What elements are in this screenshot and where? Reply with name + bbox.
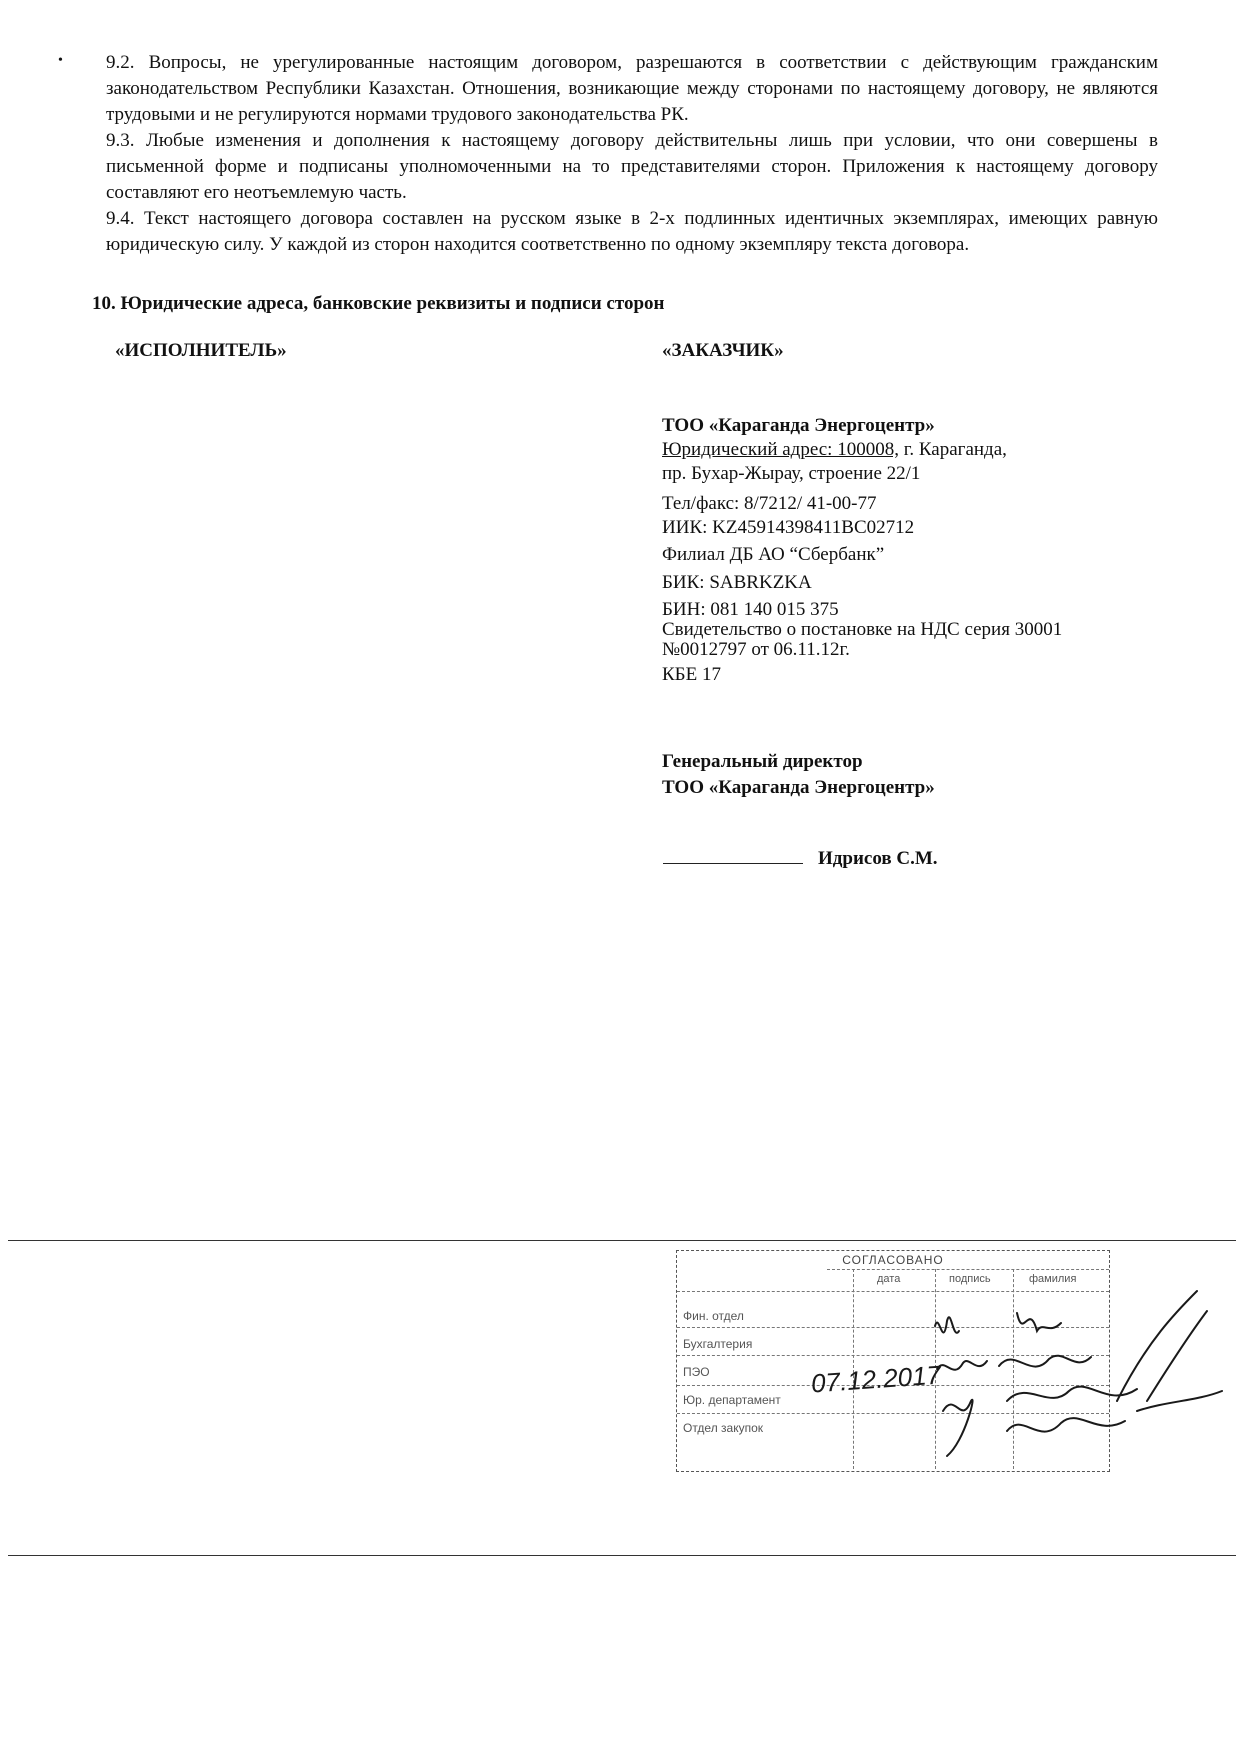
signature-stroke bbox=[1117, 1291, 1207, 1401]
signature-stroke bbox=[999, 1356, 1091, 1367]
customer-iik: ИИК: KZ45914398411BC02712 bbox=[662, 517, 915, 538]
stamp-row-4: Юр. департамент bbox=[683, 1393, 781, 1407]
stamp-col-date: дата bbox=[877, 1273, 901, 1285]
signature-stroke bbox=[937, 1361, 987, 1370]
cert-line-2: №0012797 от 06.11.12г. bbox=[662, 639, 850, 660]
stamp-row-2: Бухгалтерия bbox=[683, 1337, 753, 1351]
signature-stroke bbox=[1007, 1418, 1125, 1431]
customer-bin: БИН: 081 140 015 375 bbox=[662, 599, 839, 620]
signature-stroke bbox=[943, 1400, 973, 1456]
clause-9-3: 9.3. Любые изменения и дополнения к настоящему договору действительны лишь при условии, что они совершены в письменной форме и подписаны уполномоченными на то представителями сторон. Приложения к настоящему договору составляют его неотъемлемую часть. bbox=[106, 130, 1158, 203]
clause-9-2: 9.2. Вопросы, не урегулированные настоящим договором, разрешаются в соответствии с действующим гражданским законодательством Республики Казахстан. Отношения, возникающие между сторонами по настоящему договору, не являются трудовыми и не регулируются нормами трудового законодательства РК. bbox=[106, 52, 1158, 125]
signature-stroke bbox=[1017, 1313, 1061, 1331]
customer-company: ТОО «Караганда Энергоцентр» bbox=[662, 415, 935, 436]
stamp-title: СОГЛАСОВАНО bbox=[842, 1253, 944, 1267]
customer-vat-certificate bbox=[662, 620, 1162, 660]
handwritten-signatures bbox=[677, 1251, 1237, 1491]
executor-label: «ИСПОЛНИТЕЛЬ» bbox=[115, 340, 287, 361]
customer-bank: Филиал ДБ АО “Сбербанк” bbox=[662, 544, 885, 565]
approval-stamp bbox=[676, 1250, 1110, 1472]
stamp-col-surname: фамилия bbox=[1029, 1273, 1077, 1285]
stamp-col-signature: подпись bbox=[949, 1273, 991, 1285]
bottom-divider bbox=[8, 1555, 1236, 1556]
customer-phone: Тел/факс: 8/7212/ 41-00-77 bbox=[662, 493, 877, 514]
address-line2: пр. Бухар-Жырау, строение 22/1 bbox=[662, 463, 921, 484]
stamp-row-3: ПЭО bbox=[683, 1365, 710, 1379]
contract-clauses bbox=[106, 50, 1158, 258]
stamp-row-1: Фин. отдел bbox=[683, 1309, 744, 1323]
address-prefix: Юридический адрес: 100008, bbox=[662, 439, 899, 460]
top-divider bbox=[8, 1240, 1236, 1241]
clause-9-4: 9.4. Текст настоящего договора составлен на русском языке в 2-х подлинных идентичных экземплярах, имеющих равную юридическую силу. У каждой из сторон находится соответственно по одному экземпляру текста договора. bbox=[106, 208, 1158, 255]
cert-line-1: Свидетельство о постановке на НДС серия 30001 bbox=[662, 619, 1063, 640]
customer-address bbox=[662, 438, 1007, 486]
signature-stroke bbox=[1137, 1391, 1222, 1411]
signature-line bbox=[663, 863, 803, 864]
director-company: ТОО «Караганда Энергоцентр» bbox=[662, 777, 935, 798]
stamp-row-5: Отдел закупок bbox=[683, 1421, 764, 1435]
customer-label: «ЗАКАЗЧИК» bbox=[662, 340, 784, 361]
signature-stroke bbox=[935, 1317, 959, 1333]
director-title: Генеральный директор bbox=[662, 751, 863, 772]
section-10-title: 10. Юридические адреса, банковские реквизиты и подписи сторон bbox=[92, 293, 665, 314]
margin-mark: • bbox=[58, 53, 63, 68]
customer-bik: БИК: SABRKZKA bbox=[662, 572, 812, 593]
address-city: г. Караганда, bbox=[898, 439, 1007, 460]
director-name: Идрисов С.М. bbox=[818, 848, 938, 869]
customer-kbe: КБЕ 17 bbox=[662, 664, 721, 685]
stamp-date: 07.12.2017 bbox=[810, 1359, 942, 1399]
